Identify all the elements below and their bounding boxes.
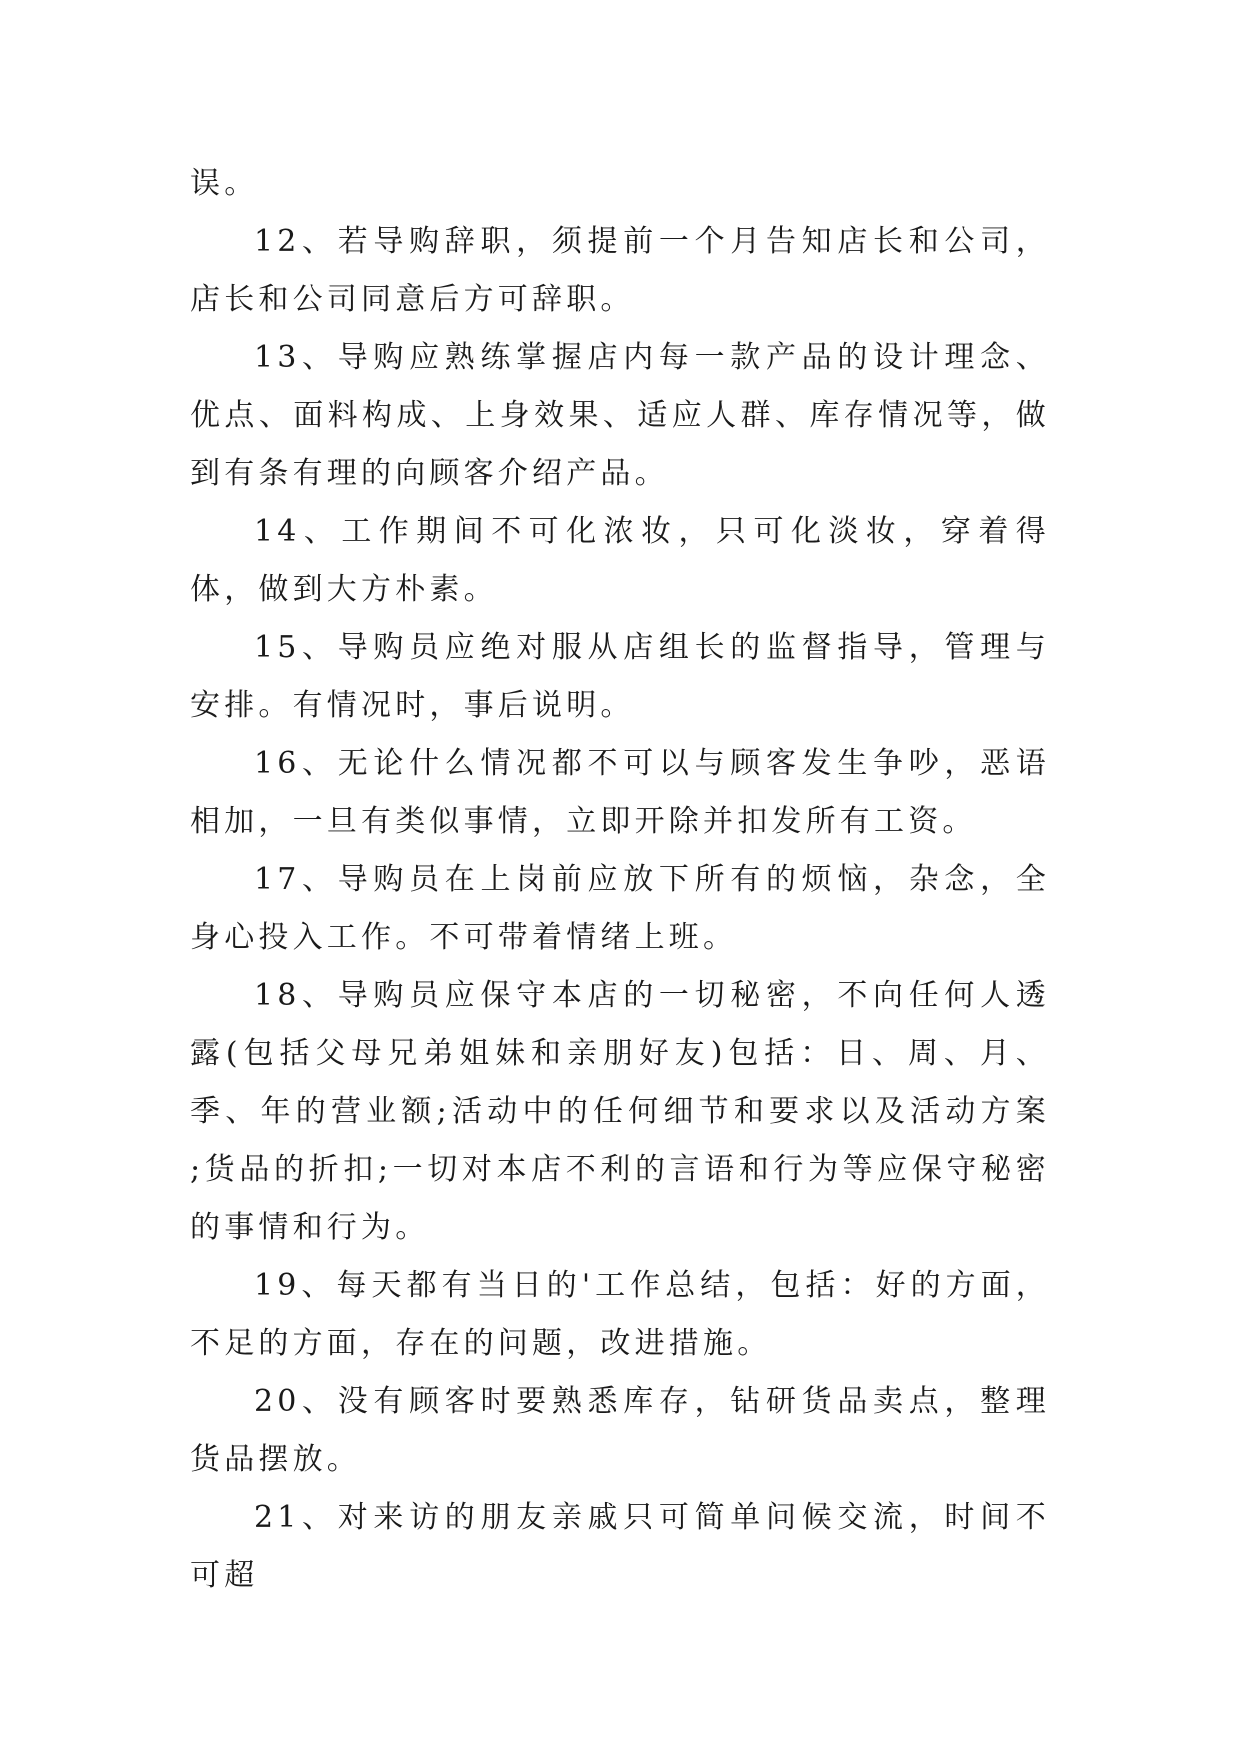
paragraph-item-14: 14、工作期间不可化浓妆，只可化淡妆，穿着得体，做到大方朴素。 <box>190 514 1050 607</box>
paragraph-item-17: 17、导购员在上岗前应放下所有的烦恼，杂念，全身心投入工作。不可带着情绪上班。 <box>190 862 1050 955</box>
paragraph-item-15: 15、导购员应绝对服从店组长的监督指导，管理与安排。有情况时，事后说明。 <box>190 630 1050 723</box>
paragraph-item-20: 20、没有顾客时要熟悉库存，钻研货品卖点，整理货品摆放。 <box>190 1384 1050 1477</box>
document-body <box>190 155 1050 1605</box>
paragraph-item-21: 21、对来访的朋友亲戚只可简单问候交流，时间不可超 <box>190 1500 1050 1593</box>
paragraph-item-13: 13、导购应熟练掌握店内每一款产品的设计理念、优点、面料构成、上身效果、适应人群、库存情况等，做到有条有理的向顾客介绍产品。 <box>190 340 1050 491</box>
paragraph-continuation: 误。 <box>190 166 259 201</box>
paragraph-item-18: 18、导购员应保守本店的一切秘密，不向任何人透露(包括父母兄弟姐妹和亲朋好友)包括：日、周、月、季、年的营业额;活动中的任何细节和要求以及活动方案 ;货品的折扣;一切对本店不利的言语和行为等应保守秘密的事情和行为。 <box>190 978 1050 1245</box>
paragraph-item-12: 12、若导购辞职，须提前一个月告知店长和公司，店长和公司同意后方可辞职。 <box>190 224 1050 317</box>
paragraph-item-16: 16、无论什么情况都不可以与顾客发生争吵，恶语相加，一旦有类似事情，立即开除并扣发所有工资。 <box>190 746 1050 839</box>
paragraph-item-19: 19、每天都有当日的'工作总结，包括：好的方面，不足的方面，存在的问题，改进措施。 <box>190 1268 1050 1361</box>
